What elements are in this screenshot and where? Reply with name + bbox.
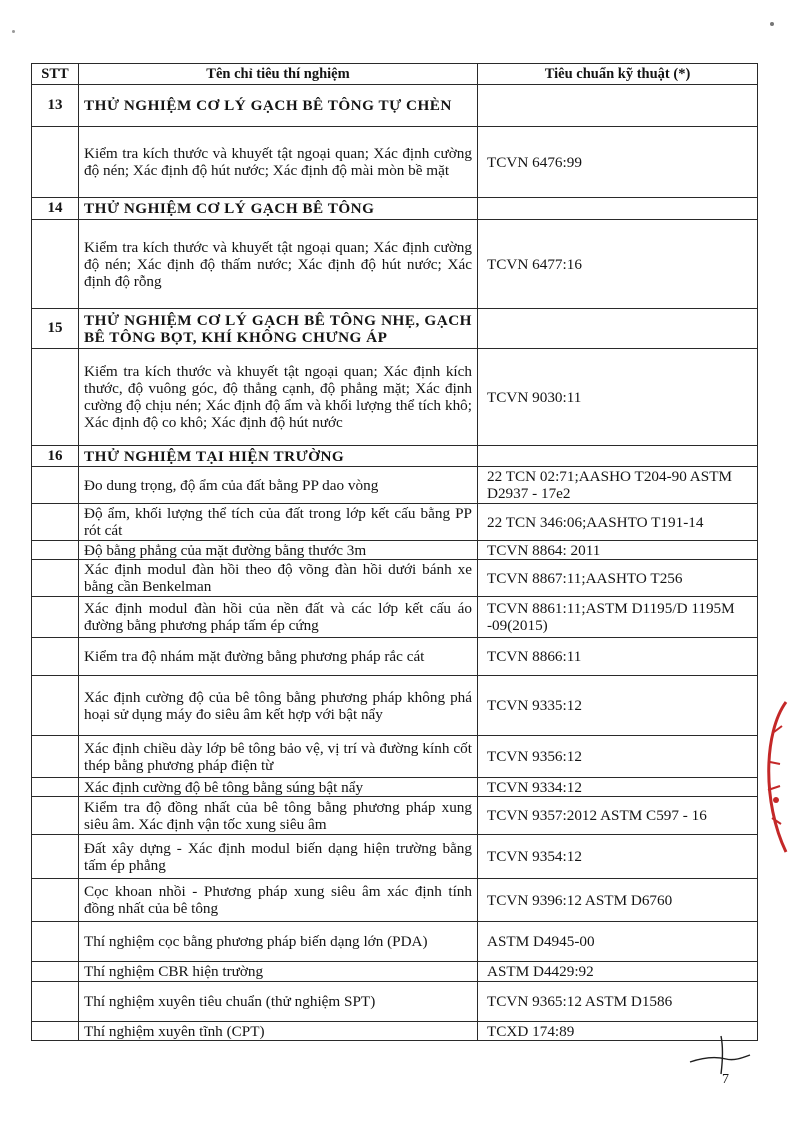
test-standard: TCVN 9356:12 bbox=[478, 736, 758, 778]
section-title: THỬ NGHIỆM CƠ LÝ GẠCH BÊ TÔNG NHẸ, GẠCH BÊ TÔNG BỌT, KHÍ KHÔNG CHƯNG ÁP bbox=[79, 309, 478, 349]
test-standard: TCVN 9357:2012 ASTM C597 - 16 bbox=[478, 797, 758, 835]
stt-cell bbox=[32, 541, 79, 560]
stt-cell bbox=[32, 1022, 79, 1041]
table-row bbox=[32, 1022, 758, 1041]
table-row bbox=[32, 922, 758, 962]
scan-speck bbox=[770, 22, 774, 26]
test-standard: TCVN 9396:12 ASTM D6760 bbox=[478, 879, 758, 922]
stt-cell bbox=[32, 736, 79, 778]
test-name: Xác định modul đàn hồi của nền đất và các lớp kết cấu áo đường bằng phương pháp tấm ép cứng bbox=[79, 597, 478, 638]
section-row bbox=[32, 309, 758, 349]
test-name: Đo dung trọng, độ ẩm của đất bằng PP dao vòng bbox=[79, 467, 478, 504]
stt-cell bbox=[32, 467, 79, 504]
test-name: Xác định chiều dày lớp bê tông bảo vệ, vị trí và đường kính cốt thép bằng phương pháp điện từ bbox=[79, 736, 478, 778]
test-standard: TCVN 9354:12 bbox=[478, 835, 758, 879]
stt-cell bbox=[32, 922, 79, 962]
stt-cell bbox=[32, 597, 79, 638]
test-standard: ASTM D4945-00 bbox=[478, 922, 758, 962]
stt-cell bbox=[32, 778, 79, 797]
stt-cell bbox=[32, 962, 79, 982]
stt-cell bbox=[32, 835, 79, 879]
table-row bbox=[32, 597, 758, 638]
table-header-row bbox=[32, 64, 758, 85]
test-standard: TCVN 8864: 2011 bbox=[478, 541, 758, 560]
header-standard: Tiêu chuẩn kỹ thuật (*) bbox=[478, 64, 758, 85]
test-standard: TCVN 9335:12 bbox=[478, 676, 758, 736]
test-standard: TCVN 9334:12 bbox=[478, 778, 758, 797]
section-number: 13 bbox=[32, 85, 79, 127]
test-standard: 22 TCN 346:06;AASHTO T191-14 bbox=[478, 504, 758, 541]
table-row bbox=[32, 982, 758, 1022]
test-standard: TCVN 8867:11;AASHTO T256 bbox=[478, 560, 758, 597]
test-name: Thí nghiệm cọc bằng phương pháp biến dạng lớn (PDA) bbox=[79, 922, 478, 962]
section-number: 15 bbox=[32, 309, 79, 349]
test-name: Thí nghiệm xuyên tiêu chuẩn (thử nghiệm SPT) bbox=[79, 982, 478, 1022]
test-name: Kiểm tra kích thước và khuyết tật ngoại quan; Xác định cường độ nén; Xác định độ thấm nước; Xác định độ hút nước; Xác định độ rỗng bbox=[79, 220, 478, 309]
test-name: Độ bằng phẳng của mặt đường bằng thước 3m bbox=[79, 541, 478, 560]
table-row bbox=[32, 541, 758, 560]
table-row bbox=[32, 736, 758, 778]
section-row bbox=[32, 85, 758, 127]
section-row bbox=[32, 198, 758, 220]
test-standard: TCVN 6477:16 bbox=[478, 220, 758, 309]
stt-cell bbox=[32, 220, 79, 309]
stt-cell bbox=[32, 560, 79, 597]
table-row bbox=[32, 879, 758, 922]
table-row bbox=[32, 349, 758, 446]
test-name: Độ ẩm, khối lượng thể tích của đất trong lớp kết cấu bằng PP rót cát bbox=[79, 504, 478, 541]
section-number: 16 bbox=[32, 446, 79, 467]
table-row bbox=[32, 835, 758, 879]
stt-cell bbox=[32, 797, 79, 835]
test-name: Thí nghiệm CBR hiện trường bbox=[79, 962, 478, 982]
stt-cell bbox=[32, 982, 79, 1022]
table-row bbox=[32, 638, 758, 676]
section-title: THỬ NGHIỆM CƠ LÝ GẠCH BÊ TÔNG TỰ CHÈN bbox=[79, 85, 478, 127]
test-standard: TCVN 9365:12 ASTM D1586 bbox=[478, 982, 758, 1022]
section-standard-empty bbox=[478, 446, 758, 467]
test-name: Xác định cường độ bê tông bằng súng bật nẩy bbox=[79, 778, 478, 797]
test-name: Cọc khoan nhồi - Phương pháp xung siêu âm xác định tính đồng nhất của bê tông bbox=[79, 879, 478, 922]
test-name: Thí nghiệm xuyên tĩnh (CPT) bbox=[79, 1022, 478, 1041]
test-standard: ASTM D4429:92 bbox=[478, 962, 758, 982]
table-row bbox=[32, 127, 758, 198]
header-test-name: Tên chỉ tiêu thí nghiệm bbox=[79, 64, 478, 85]
test-name: Xác định modul đàn hồi theo độ võng đàn hồi dưới bánh xe bằng cần Benkelman bbox=[79, 560, 478, 597]
test-name: Kiểm tra kích thước và khuyết tật ngoại quan; Xác định kích thước, độ vuông góc, độ thẳng cạnh, độ phẳng mặt; Xác định cường độ chịu nén; Xác định độ ẩm và khối lượng thể tích khô; Xác định độ co khô; Xác định độ hút nước bbox=[79, 349, 478, 446]
red-seal-stamp bbox=[756, 692, 788, 862]
test-standards-table bbox=[31, 63, 758, 1041]
header-stt: STT bbox=[32, 64, 79, 85]
stt-cell bbox=[32, 676, 79, 736]
stt-cell bbox=[32, 349, 79, 446]
stt-cell bbox=[32, 504, 79, 541]
test-standard: TCVN 9030:11 bbox=[478, 349, 758, 446]
test-name: Xác định cường độ của bê tông bằng phương pháp không phá hoại sử dụng máy đo siêu âm kết hợp với bật nẩy bbox=[79, 676, 478, 736]
test-standard: TCVN 8861:11;ASTM D1195/D 1195M -09(2015) bbox=[478, 597, 758, 638]
test-standard: TCXD 174:89 bbox=[478, 1022, 758, 1041]
section-standard-empty bbox=[478, 309, 758, 349]
test-name: Kiểm tra độ đồng nhất của bê tông bằng phương pháp xung siêu âm. Xác định vận tốc xung siêu âm bbox=[79, 797, 478, 835]
section-standard-empty bbox=[478, 198, 758, 220]
table-row bbox=[32, 467, 758, 504]
scan-speck bbox=[12, 30, 15, 33]
stt-cell bbox=[32, 127, 79, 198]
section-title: THỬ NGHIỆM CƠ LÝ GẠCH BÊ TÔNG bbox=[79, 198, 478, 220]
test-name: Kiểm tra kích thước và khuyết tật ngoại quan; Xác định cường độ nén; Xác định độ hút nước; Xác định độ mài mòn bề mặt bbox=[79, 127, 478, 198]
test-standard: 22 TCN 02:71;AASHO T204-90 ASTM D2937 - 17e2 bbox=[478, 467, 758, 504]
test-standard: TCVN 8866:11 bbox=[478, 638, 758, 676]
test-name: Đất xây dựng - Xác định modul biến dạng hiện trường bằng tấm ép phẳng bbox=[79, 835, 478, 879]
page-number: 7 bbox=[722, 1072, 729, 1087]
table-row bbox=[32, 676, 758, 736]
section-row bbox=[32, 446, 758, 467]
section-number: 14 bbox=[32, 198, 79, 220]
test-standard: TCVN 6476:99 bbox=[478, 127, 758, 198]
table-row bbox=[32, 504, 758, 541]
stt-cell bbox=[32, 638, 79, 676]
table-row bbox=[32, 962, 758, 982]
table-row bbox=[32, 778, 758, 797]
table-row bbox=[32, 797, 758, 835]
table-row bbox=[32, 560, 758, 597]
section-standard-empty bbox=[478, 85, 758, 127]
test-name: Kiểm tra độ nhám mặt đường bằng phương pháp rắc cát bbox=[79, 638, 478, 676]
stt-cell bbox=[32, 879, 79, 922]
section-title: THỬ NGHIỆM TẠI HIỆN TRƯỜNG bbox=[79, 446, 478, 467]
table-row bbox=[32, 220, 758, 309]
